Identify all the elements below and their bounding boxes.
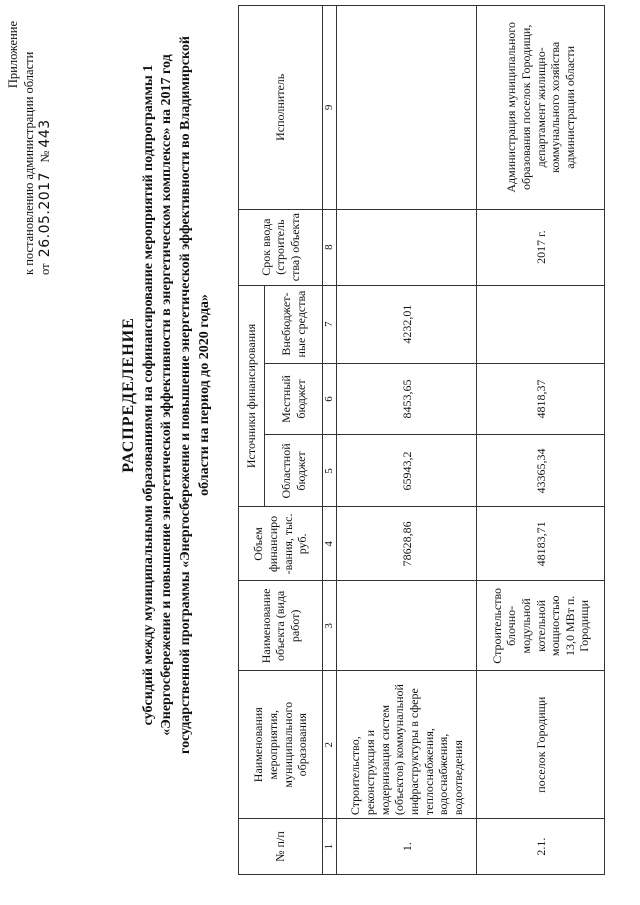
row-term: 2017 г.: [477, 209, 605, 285]
distribution-table: [238, 5, 605, 875]
col-number: 5: [323, 435, 337, 507]
header-executor: Исполнитель: [239, 6, 323, 210]
heading-line-1: субсидий между муниципальными образованиями на софинансирование мероприятий подпрограммы 1: [140, 64, 156, 726]
row-volume: 48183,71: [477, 507, 605, 581]
col-number: 1: [323, 819, 337, 875]
header-offbudget: Внебюджет-ные средства: [265, 285, 323, 363]
row-regional: 65943,2: [337, 435, 477, 507]
document-heading: [118, 35, 215, 755]
header-num: № п/п: [239, 819, 323, 875]
appendix-date: 26.05.2017: [37, 172, 54, 258]
appendix-number-sign: №: [38, 150, 53, 163]
appendix-decree-ref: к постановлению администрации области: [21, 51, 36, 275]
table-row: [337, 6, 477, 875]
appendix-number: 443: [37, 119, 54, 148]
row-term: [337, 209, 477, 285]
column-number-row: [323, 6, 337, 875]
appendix-label: Приложение: [6, 21, 20, 89]
row-event: поселок Городищи: [477, 671, 605, 819]
row-object: Строительство блочно-модульной котельной мощностью 13,0 МВт п. Городищи: [477, 581, 605, 671]
row-executor: [337, 6, 477, 210]
header-term: Срок ввода (строитель ства) объекта: [239, 209, 323, 285]
row-num: 2.1.: [477, 819, 605, 875]
row-regional: 43365,34: [477, 435, 605, 507]
row-executor: Администрация муниципального образования поселок Городищи, департамент жилищно-коммунального хозяйства администрации области: [477, 6, 605, 210]
header-local: Местный бюджет: [265, 363, 323, 435]
document-title: РАСПРЕДЕЛЕНИЕ: [120, 317, 137, 473]
col-number: 4: [323, 507, 337, 581]
table-row: [477, 6, 605, 875]
heading-line-4: области на период до 2020 года»: [197, 294, 213, 496]
col-number: 7: [323, 285, 337, 363]
col-number: 2: [323, 671, 337, 819]
row-local: 8453,65: [337, 363, 477, 435]
appendix-from: от: [38, 263, 53, 275]
row-event: Строительство, реконструкция и модернизация систем (объектов) коммунальной инфраструктуры в сфере теплоснабжения, водоснабжения, водоотведения: [337, 671, 477, 819]
appendix-block: [6, 15, 55, 275]
header-sources: Источники финансирования: [239, 285, 265, 507]
heading-line-3: государственной программы «Энергосбережение и повышение энергетической эффективности во Владимирской: [178, 36, 194, 754]
row-volume: 78628,86: [337, 507, 477, 581]
row-offbudget: [477, 285, 605, 363]
col-number: 9: [323, 6, 337, 210]
row-num: 1.: [337, 819, 477, 875]
heading-line-2: «Энергосбережение и повышение энергетической эффективности в энергетическом комплексе» на 2017 год: [159, 54, 175, 736]
table-header-row-1: [239, 6, 265, 875]
header-volume: Объем финансиро -вания, тыс. руб.: [239, 507, 323, 581]
header-regional: Областной бюджет: [265, 435, 323, 507]
appendix-decree-date-line: [37, 15, 55, 275]
header-object: Наименование объекта (вида работ): [239, 581, 323, 671]
col-number: 8: [323, 209, 337, 285]
header-event: Наименования мероприятия, муниципального образования: [239, 671, 323, 819]
row-local: 4818,37: [477, 363, 605, 435]
row-object: [337, 581, 477, 671]
col-number: 6: [323, 363, 337, 435]
row-offbudget: 4232,01: [337, 285, 477, 363]
col-number: 3: [323, 581, 337, 671]
